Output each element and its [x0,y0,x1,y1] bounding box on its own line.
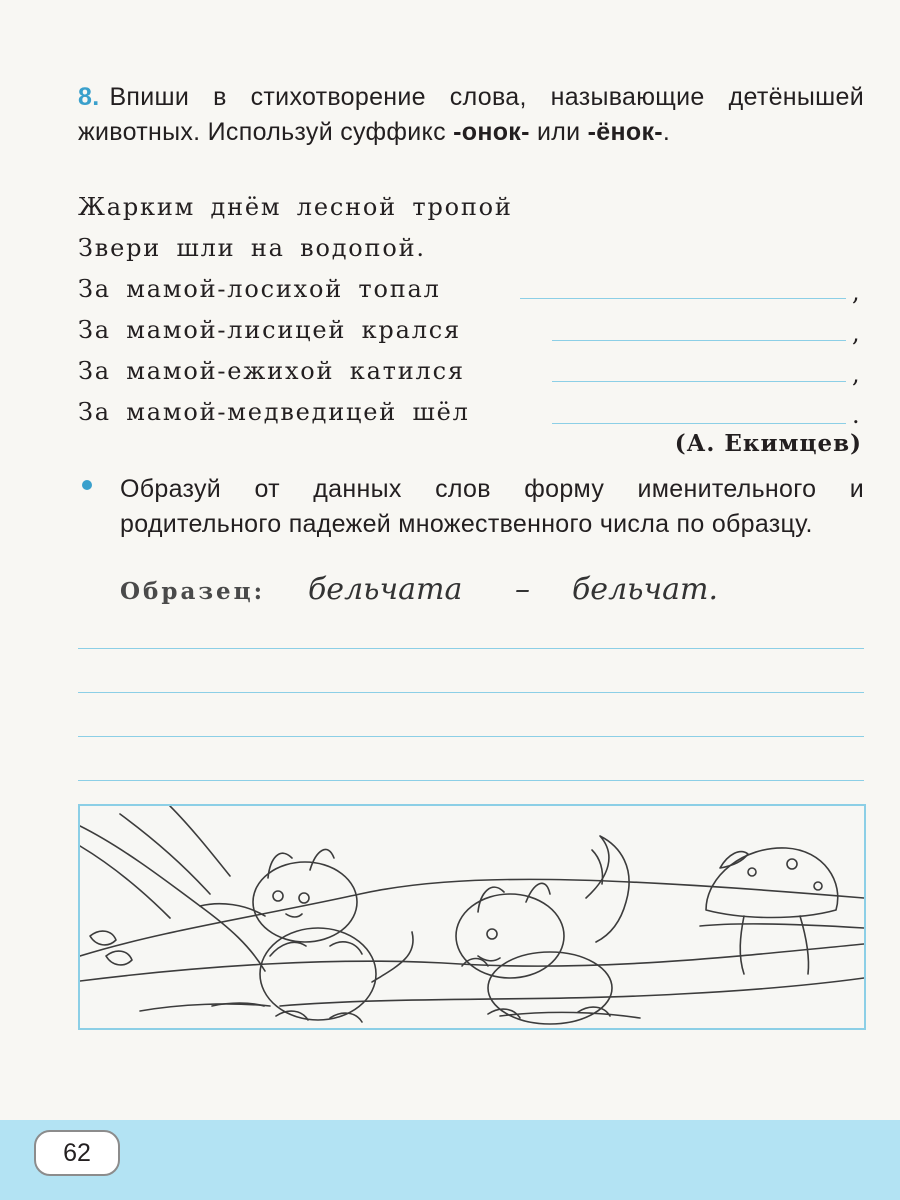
sample-label: Образец: [120,578,266,605]
poem-line-2: Звери шли на водопой. [78,234,426,262]
poem-author: (А. Екимцев) [674,430,862,457]
writing-line-3[interactable] [78,736,864,737]
task-8-text [78,80,864,150]
answer-blank-2[interactable] [552,340,846,341]
footer-band [0,1120,900,1200]
squirrels-illustration [78,804,866,1030]
task-number: 8. [78,83,100,111]
suffix-yonok: -ёнок- [587,118,663,146]
sample-dash: – [515,572,530,607]
poem-line-1: Жарким днём лесной тропой [78,193,513,221]
page-number: 62 [34,1130,120,1176]
writing-line-1[interactable] [78,648,864,649]
squirrels-drawing [80,806,864,1028]
sample-word-1: бельчата [308,572,463,607]
poem-line-3: За мамой-лосихой топал [78,275,441,303]
comma-3: , [852,360,860,388]
conjunction-or: или [536,118,581,146]
task-8-end: . [662,118,671,146]
period-end: . [852,401,860,429]
answer-blank-4[interactable] [552,423,846,424]
sample-word-2: бельчат. [572,572,719,607]
writing-line-2[interactable] [78,692,864,693]
comma-1: , [852,278,860,306]
poem-line-5: За мамой-ежихой катился [78,357,465,385]
writing-line-4[interactable] [78,780,864,781]
task-bullet-instruction: Образуй от данных слов форму именительного и родительного падежей множественного числа по образцу. [120,475,864,538]
poem-line-4: За мамой-лисицей крался [78,316,461,344]
answer-blank-1[interactable] [520,298,846,299]
answer-blank-3[interactable] [552,381,846,382]
suffix-onok: -онок- [453,118,530,146]
bullet-dot-icon [82,480,92,490]
comma-2: , [852,319,860,347]
task-bullet-text [120,472,864,542]
poem-line-6: За мамой-медведицей шёл [78,398,470,426]
task-8-instruction: Впиши в стихотворение слова, называющие детёнышей животных. Используй суффикс [78,83,864,146]
